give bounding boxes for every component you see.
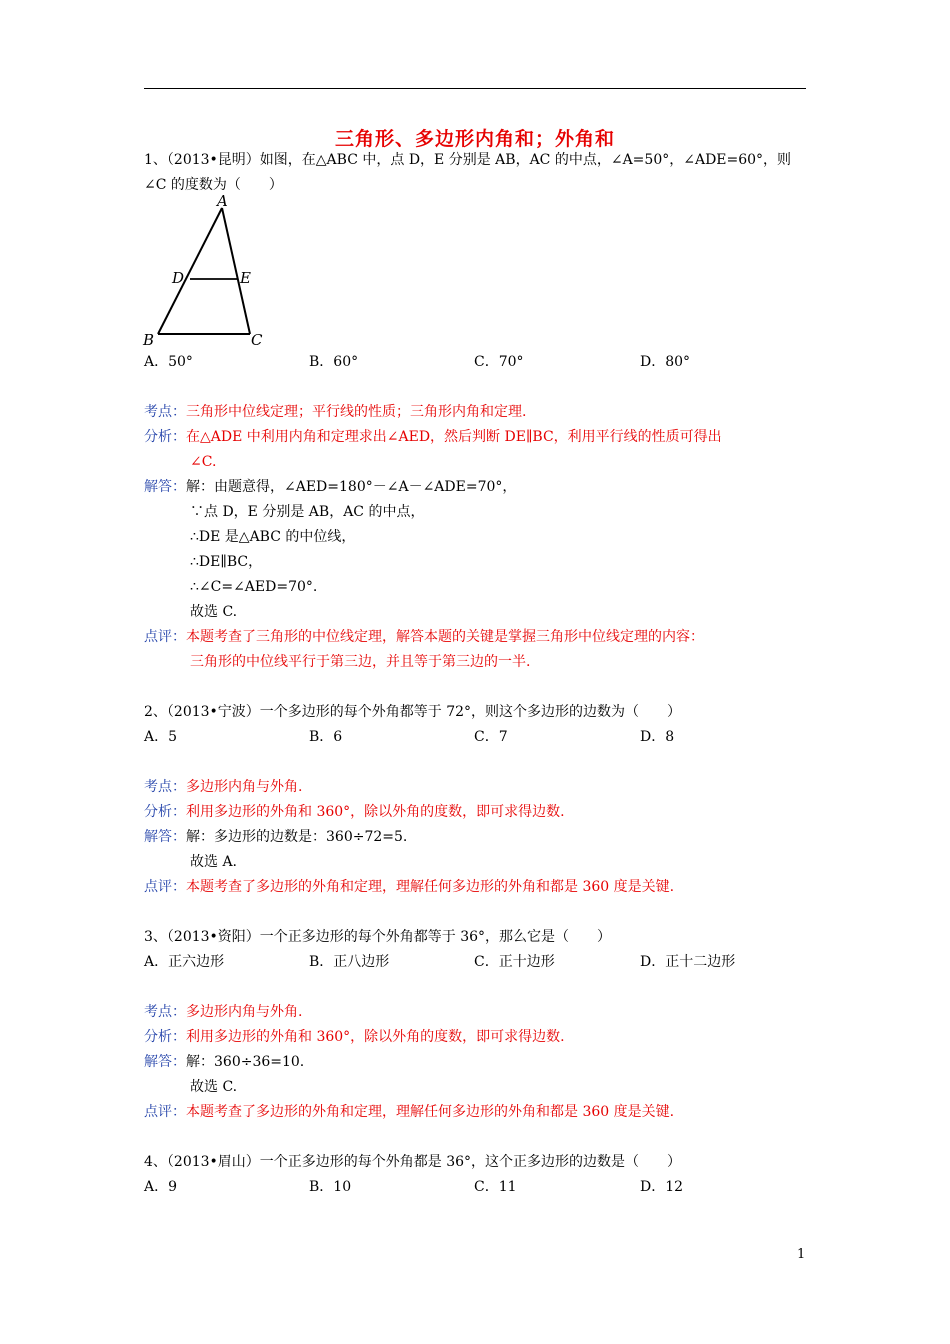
kaodian-label: 考点： <box>144 404 186 420</box>
q2-jieda-line2: 故选 A. <box>190 854 238 870</box>
jieda-text: 解：多边形的边数是：360÷72=5. <box>186 829 408 845</box>
q1-stem-line2: ∠C 的度数为（ ） <box>144 177 283 193</box>
kaodian-label: 考点： <box>144 779 186 795</box>
q2-option-d: D．8 <box>640 729 675 745</box>
dianping-label: 点评： <box>144 879 186 895</box>
q3-dianping <box>144 1103 674 1121</box>
q3-option-b: B．正八边形 <box>309 954 390 970</box>
page-title: 三角形、多边形内角和；外角和 <box>334 128 615 150</box>
fenxi-label: 分析： <box>144 1029 186 1045</box>
dianping-text: 本题考查了多边形的外角和定理，理解任何多边形的外角和都是 360 度是关键. <box>186 879 675 895</box>
q3-fenxi <box>144 1028 565 1046</box>
q1-option-d: D．80° <box>640 354 691 370</box>
side-ab <box>158 208 222 334</box>
dianping-label: 点评： <box>144 629 186 645</box>
page-number: 1 <box>797 1247 806 1262</box>
jieda-label: 解答： <box>144 479 186 495</box>
dianping-label: 点评： <box>144 1104 186 1120</box>
q1-option-b: B．60° <box>309 354 359 370</box>
dianping-text: 本题考查了多边形的外角和定理，理解任何多边形的外角和都是 360 度是关键. <box>186 1104 675 1120</box>
jieda-label: 解答： <box>144 829 186 845</box>
q2-option-a: A．5 <box>144 729 178 745</box>
kaodian-text: 三角形中位线定理；平行线的性质；三角形内角和定理. <box>186 404 527 420</box>
label-d: D <box>172 269 185 287</box>
q4-stem: 4、（2013•眉山）一个正多边形的每个外角都是 36°，这个正多边形的边数是（ ） <box>144 1154 682 1170</box>
q1-fenxi <box>144 428 722 446</box>
dianping-text: 本题考查了三角形的中位线定理，解答本题的关键是掌握三角形中位线定理的内容： <box>186 629 704 645</box>
q1-jieda <box>144 478 516 496</box>
fenxi-text: 利用多边形的外角和 360°，除以外角的度数，即可求得边数. <box>186 804 565 820</box>
q4-option-c: C．11 <box>474 1179 517 1195</box>
jieda-text: 解：360÷36=10. <box>186 1054 305 1070</box>
fenxi-text: 在△ADE 中利用内角和定理求出∠AED，然后判断 DE∥BC，利用平行线的性质可得出 <box>186 429 722 445</box>
q2-fenxi <box>144 803 565 821</box>
q1-option-a: A．50° <box>144 354 193 370</box>
q1-jieda-line4: ∴DE∥BC， <box>190 554 263 570</box>
q1-jieda-line5: ∴∠C=∠AED=70°. <box>190 579 318 595</box>
q4-option-a: A．9 <box>144 1179 178 1195</box>
q2-dianping <box>144 878 674 896</box>
q3-kaodian <box>144 1003 302 1021</box>
q1-dianping <box>144 628 704 646</box>
q4-option-d: D．12 <box>640 1179 684 1195</box>
q1-jieda-line3: ∴DE 是△ABC 的中位线， <box>190 529 356 545</box>
q2-option-c: C．7 <box>474 729 508 745</box>
q1-stem-line1: 1、（2013•昆明）如图，在△ABC 中，点 D，E 分别是 AB，AC 的中点，∠A=50°，∠ADE=60°，则 <box>144 152 792 168</box>
q1-kaodian <box>144 403 526 421</box>
q3-option-d: D．正十二边形 <box>640 954 736 970</box>
label-a: A <box>217 194 228 210</box>
q3-jieda <box>144 1053 304 1071</box>
q3-option-c: C．正十边形 <box>474 954 555 970</box>
q1-jieda-line2: ∵点 D，E 分别是 AB，AC 的中点， <box>190 504 425 520</box>
q2-jieda <box>144 828 407 846</box>
triangle-figure <box>140 194 270 354</box>
kaodian-text: 多边形内角与外角. <box>186 779 303 795</box>
q1-dianping-line2: 三角形的中位线平行于第三边，并且等于第三边的一半. <box>190 654 531 670</box>
q1-jieda-line6: 故选 C. <box>190 604 238 620</box>
q2-stem: 2、（2013•宁波）一个多边形的每个外角都等于 72°，则这个多边形的边数为（ ） <box>144 704 682 720</box>
header-rule <box>144 88 806 89</box>
kaodian-label: 考点： <box>144 1004 186 1020</box>
q1-fenxi-line2: ∠C. <box>190 454 217 470</box>
fenxi-label: 分析： <box>144 804 186 820</box>
label-e: E <box>240 269 251 287</box>
q4-option-b: B．10 <box>309 1179 352 1195</box>
q3-stem: 3、（2013•资阳）一个正多边形的每个外角都等于 36°，那么它是（ ） <box>144 929 612 945</box>
label-c: C <box>251 331 263 349</box>
q3-option-a: A．正六边形 <box>144 954 225 970</box>
q3-jieda-line2: 故选 C. <box>190 1079 238 1095</box>
jieda-text: 解：由题意得，∠AED=180°－∠A－∠ADE=70°， <box>186 479 517 495</box>
q2-kaodian <box>144 778 302 796</box>
fenxi-text: 利用多边形的外角和 360°，除以外角的度数，即可求得边数. <box>186 1029 565 1045</box>
jieda-label: 解答： <box>144 1054 186 1070</box>
fenxi-label: 分析： <box>144 429 186 445</box>
q1-option-c: C．70° <box>474 354 524 370</box>
label-b: B <box>143 331 155 349</box>
kaodian-text: 多边形内角与外角. <box>186 1004 303 1020</box>
q2-option-b: B．6 <box>309 729 343 745</box>
